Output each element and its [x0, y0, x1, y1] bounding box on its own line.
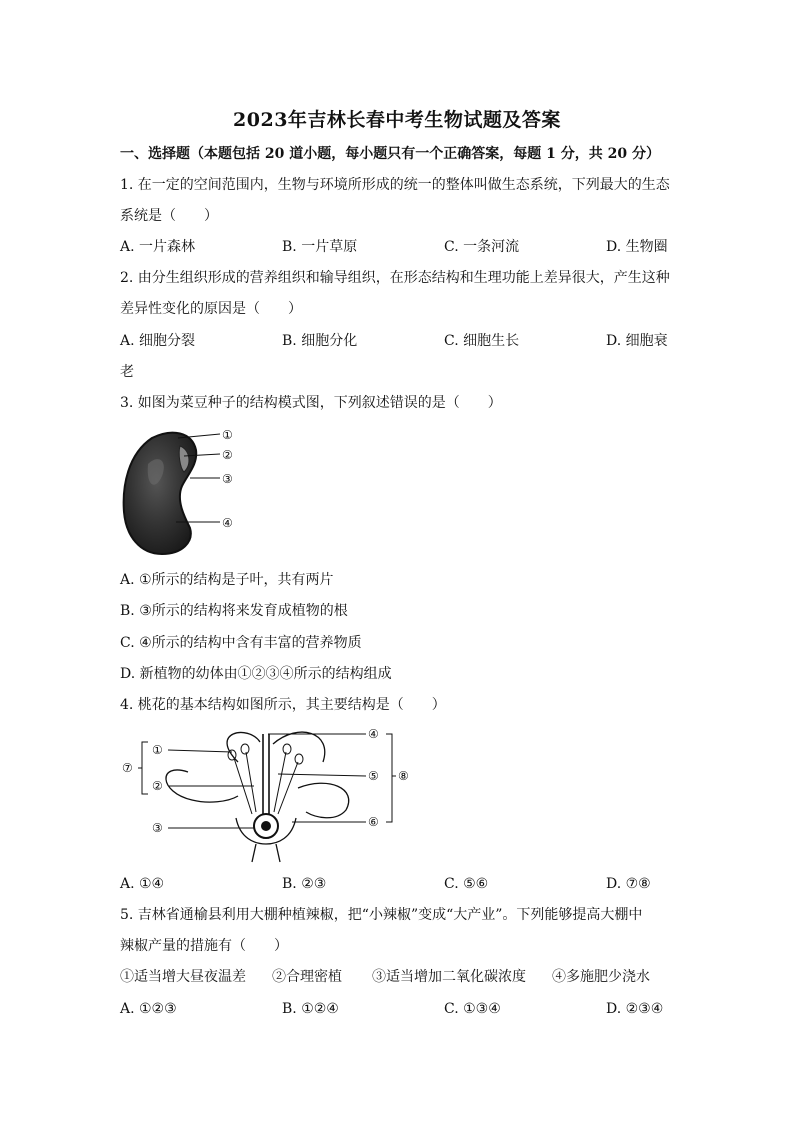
top-right-petal	[273, 732, 325, 762]
flower-label-3: ③	[152, 821, 163, 835]
question-5-line-2: 辣椒产量的措施有（ ）	[120, 938, 288, 954]
pistil	[263, 734, 269, 814]
q5-measure-3: ③适当增加二氧化碳浓度	[372, 969, 526, 985]
q2-option-b[interactable]: B. 细胞分化	[282, 333, 358, 349]
q2-option-d[interactable]: D. 细胞衰	[606, 333, 668, 349]
flower-label-7: ⑦	[122, 761, 133, 775]
q4-option-c[interactable]: C. ⑤⑥	[444, 876, 489, 892]
q5-option-b[interactable]: B. ①②④	[282, 1001, 339, 1017]
question-1-line-2: 系统是（ ）	[120, 208, 218, 224]
q4-option-b[interactable]: B. ②③	[282, 876, 327, 892]
seed-label-4: ④	[222, 516, 233, 530]
seed-label-3: ③	[222, 472, 233, 486]
question-2-line-1: 2. 由分生组织形成的营养组织和输导组织，在形态结构和生理功能上差异很大，产生这种	[120, 270, 670, 286]
q3-option-a[interactable]: A. ①所示的结构是子叶，共有两片	[120, 572, 334, 588]
flower-label-5: ⑤	[368, 769, 379, 783]
flower-label-6: ⑥	[368, 815, 379, 829]
question-5-line-1: 5. 吉林省通榆县利用大棚种植辣椒，把“小辣椒”变成“大产业”。下列能够提高大棚中	[120, 907, 643, 923]
q3-option-d[interactable]: D. 新植物的幼体由①②③④所示的结构组成	[120, 666, 392, 682]
seed-label-1: ①	[222, 428, 233, 442]
question-2-line-2: 差异性变化的原因是（ ）	[120, 301, 302, 317]
q1-option-c[interactable]: C. 一条河流	[444, 239, 520, 255]
q5-option-d[interactable]: D. ②③④	[606, 1001, 664, 1017]
peach-flower-diagram	[118, 722, 418, 864]
q5-option-c[interactable]: C. ①③④	[444, 1001, 501, 1017]
stem	[252, 844, 280, 862]
question-3-line-1: 3. 如图为菜豆种子的结构模式图，下列叙述错误的是（ ）	[120, 395, 502, 411]
q4-option-a[interactable]: A. ①④	[120, 876, 165, 892]
flower-label-1: ①	[152, 743, 163, 757]
q3-option-b[interactable]: B. ③所示的结构将来发育成植物的根	[120, 603, 348, 619]
q5-option-a[interactable]: A. ①②③	[120, 1001, 177, 1017]
q2-option-c[interactable]: C. 细胞生长	[444, 333, 520, 349]
top-left-petal	[227, 732, 260, 762]
flower-label-2: ②	[152, 779, 163, 793]
q1-option-b[interactable]: B. 一片草原	[282, 239, 358, 255]
question-4-line-1: 4. 桃花的基本结构如图所示，其主要结构是（ ）	[120, 697, 446, 713]
q5-measure-2: ②合理密植	[272, 969, 342, 985]
bean-seed-diagram	[118, 424, 248, 560]
q1-option-a[interactable]: A. 一片森林	[120, 239, 196, 255]
q2-option-d-wrap: 老	[120, 364, 134, 380]
flower-label-4: ④	[368, 727, 379, 741]
q1-option-d[interactable]: D. 生物圈	[606, 239, 668, 255]
seed-label-2: ②	[222, 448, 233, 462]
question-1-line-1: 1. 在一定的空间范围内，生物与环境所形成的统一的整体叫做生态系统，下列最大的生态	[120, 177, 670, 193]
flower-label-8: ⑧	[398, 769, 409, 783]
q4-option-d[interactable]: D. ⑦⑧	[606, 876, 651, 892]
q2-option-a[interactable]: A. 细胞分裂	[120, 333, 196, 349]
right-petal	[298, 783, 349, 818]
page-title: 2023年吉林长春中考生物试题及答案	[233, 109, 561, 131]
section-heading: 一、选择题（本题包括 20 道小题，每小题只有一个正确答案，每题 1 分，共 20 分）	[120, 146, 660, 162]
q5-measure-1: ①适当增大昼夜温差	[120, 969, 246, 985]
ovule	[261, 821, 271, 831]
q3-option-c[interactable]: C. ④所示的结构中含有丰富的营养物质	[120, 635, 362, 651]
q5-measure-4: ④多施肥少浇水	[552, 969, 650, 985]
